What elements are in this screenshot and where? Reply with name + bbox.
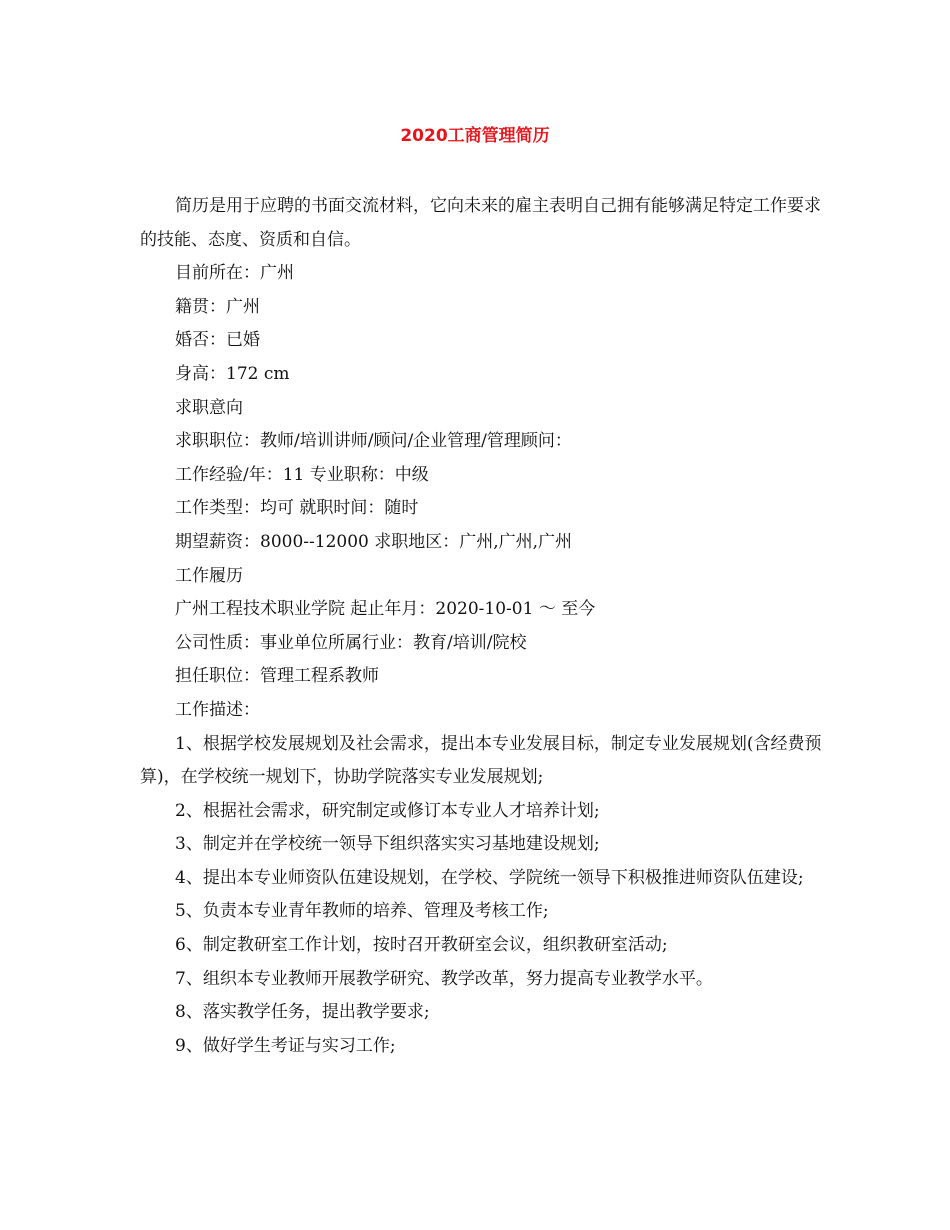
paragraph-intro: 简历是用于应聘的书面交流材料，它向未来的雇主表明自己拥有能够满足特定工作要求的技能、态度、资质和自信。 (140, 196, 821, 250)
list-item: 2、根据社会需求，研究制定或修订本专业人才培养计划; (175, 800, 600, 821)
paragraph-target-position: 求职职位：教师/培训讲师/顾问/企业管理/管理顾问： (175, 431, 572, 452)
list-item: 3、制定并在学校统一领导下组织落实实习基地建设规划; (175, 834, 600, 855)
document-body (140, 190, 825, 1063)
paragraph-job-type: 工作类型：均可 就职时间：随时 (175, 498, 419, 519)
section-heading-work-history: 工作履历 (175, 565, 243, 586)
document-title: 2020工商管理简历 (400, 126, 550, 146)
list-item: 7、组织本专业教师开展教学研究、教学改革，努力提高专业教学水平。 (175, 968, 713, 989)
list-item: 9、做好学生考证与实习工作; (175, 1035, 396, 1056)
list-item: 8、落实教学任务，提出教学要求; (175, 1002, 430, 1023)
section-heading-job-description: 工作描述： (175, 699, 260, 720)
paragraph-current-location: 目前所在：广州 (175, 263, 294, 284)
list-item: 1、根据学校发展规划及社会需求，提出本专业发展目标，制定专业发展规划(含经费预算)，在学校统一规划下，协助学院落实专业发展规划; (140, 733, 822, 788)
paragraph-marital-status: 婚否：已婚 (175, 330, 260, 351)
list-item: 5、负责本专业青年教师的培养、管理及考核工作; (175, 901, 549, 922)
paragraph-position-held: 担任职位：管理工程系教师 (175, 666, 379, 687)
paragraph-height: 身高：172 cm (175, 363, 290, 384)
list-item: 4、提出本专业师资队伍建设规划，在学校、学院统一领导下积极推进师资队伍建设; (175, 867, 804, 888)
section-heading-job-intention: 求职意向 (175, 397, 243, 418)
paragraph-employer: 广州工程技术职业学院 起止年月：2020-10-01 ～ 至今 (175, 599, 596, 620)
paragraph-company-nature: 公司性质：事业单位所属行业：教育/培训/院校 (175, 632, 527, 653)
paragraph-expected-salary: 期望薪资：8000--12000 求职地区：广州,广州,广州 (175, 531, 573, 552)
list-item: 6、制定教研室工作计划，按时召开教研室会议，组织教研室活动; (175, 935, 668, 956)
paragraph-native-place: 籍贯：广州 (175, 296, 260, 317)
paragraph-experience: 工作经验/年：11 专业职称：中级 (175, 464, 429, 485)
